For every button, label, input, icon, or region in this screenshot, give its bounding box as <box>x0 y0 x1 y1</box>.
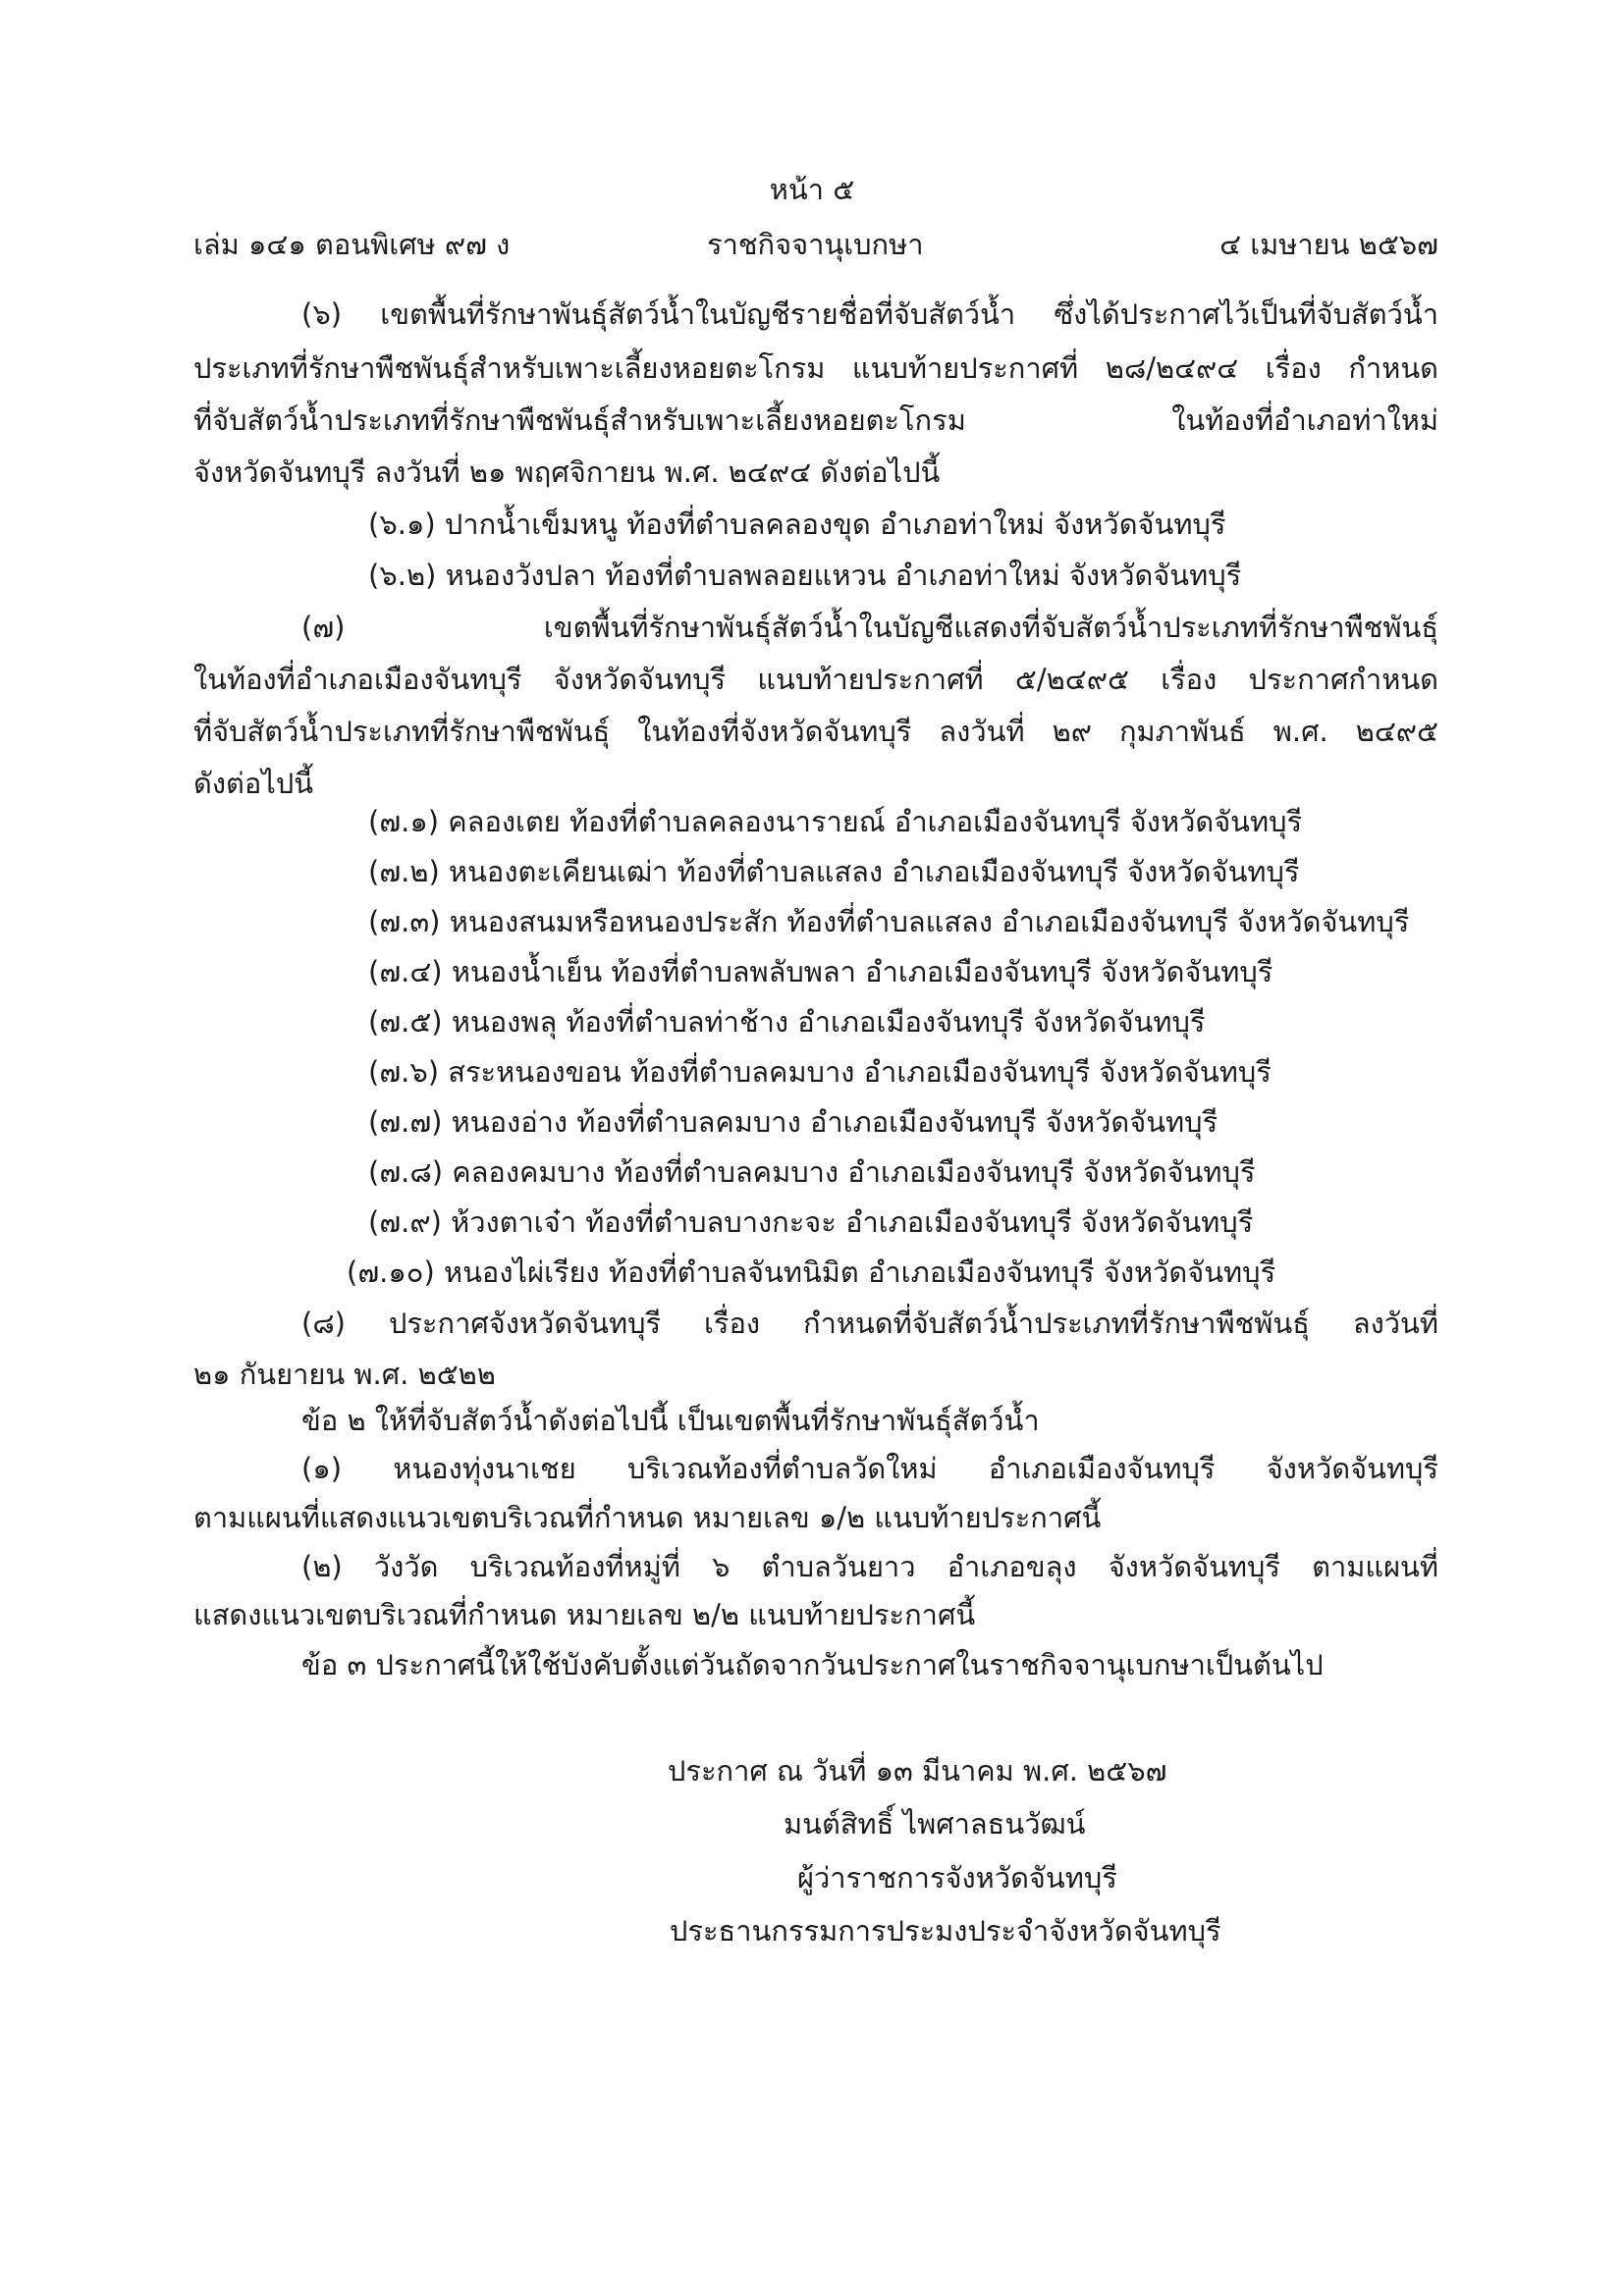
list-item: (๖.๒) หนองวังปลา ท้องที่ตำบลพลอยแหวน อำเภอท่าใหม่ จังหวัดจันทบุรี <box>368 559 1242 592</box>
paragraph-7-line: ที่จับสัตว์น้ำประเภทที่รักษาพืชพันธุ์ ในท้องที่จังหวัดจันทบุรี ลงวันที่ ๒๙ กุมภาพันธ์ พ.ศ. ๒๔๙๕ <box>193 715 1438 748</box>
list-item: (๗.๖) สระหนองขอน ท้องที่ตำบลคมบาง อำเภอเมืองจันทบุรี จังหวัดจันทบุรี <box>368 1055 1272 1089</box>
clause-2-item-2-line: (๒) วังวัด บริเวณท้องที่หมู่ที่ ๖ ตำบลวันยาว อำเภอขลุง จังหวัดจันทบุรี ตามแผนที่ <box>301 1550 1438 1583</box>
list-item: (๗.๗) หนองอ่าง ท้องที่ตำบลคมบาง อำเภอเมืองจันทบุรี จังหวัดจันทบุรี <box>368 1105 1218 1139</box>
paragraph-8-line: (๘) ประกาศจังหวัดจันทบุรี เรื่อง กำหนดที่จับสัตว์น้ำประเภทที่รักษาพืชพันธุ์ ลงวันที่ <box>301 1307 1438 1340</box>
clause-2-item-2-line: แสดงแนวเขตบริเวณที่กำหนด หมายเลข ๒/๒ แนบท้ายประกาศนี้ <box>193 1598 976 1631</box>
signer-name: มนต์สิทธิ์ ไพศาลธนวัฒน์ <box>784 1807 1086 1841</box>
paragraph-6-line: จังหวัดจันทบุรี ลงวันที่ ๒๑ พฤศจิกายน พ.ศ. ๒๔๙๔ ดังต่อไปนี้ <box>193 455 941 489</box>
paragraph-7-line: ดังต่อไปนี้ <box>193 767 314 800</box>
list-item: (๗.๔) หนองน้ำเย็น ท้องที่ตำบลพลับพลา อำเภอเมืองจันทบุรี จังหวัดจันทบุรี <box>368 955 1273 988</box>
clause-2-item-1-line: ตามแผนที่แสดงแนวเขตบริเวณที่กำหนด หมายเลข ๑/๒ แนบท้ายประกาศนี้ <box>193 1501 1102 1534</box>
list-item: (๗.๘) คลองคมบาง ท้องที่ตำบลคมบาง อำเภอเมืองจันทบุรี จังหวัดจันทบุรี <box>368 1155 1256 1189</box>
list-item: (๖.๑) ปากน้ำเข็มหนู ท้องที่ตำบลคลองขุด อำเภอท่าใหม่ จังหวัดจันทบุรี <box>368 507 1226 541</box>
announcement-date: ประกาศ ณ วันที่ ๑๓ มีนาคม พ.ศ. ๒๕๖๗ <box>668 1754 1167 1788</box>
paragraph-7-line: ในท้องที่อำเภอเมืองจันทบุรี จังหวัดจันทบุรี แนบท้ายประกาศที่ ๕/๒๔๙๕ เรื่อง ประกาศกำหนด <box>193 663 1438 696</box>
clause-2-item-1-line: (๑) หนองทุ่งนาเชย บริเวณท้องที่ตำบลวัดใหม่ อำเภอเมืองจันทบุรี จังหวัดจันทบุรี <box>301 1452 1438 1485</box>
list-item: (๗.๕) หนองพลุ ท้องที่ตำบลท่าช้าง อำเภอเมืองจันทบุรี จังหวัดจันทบุรี <box>368 1005 1206 1039</box>
paragraph-7-line: (๗) เขตพื้นที่รักษาพันธุ์สัตว์น้ำในบัญชีแสดงที่จับสัตว์น้ำประเภทที่รักษาพืชพันธุ์ <box>301 611 1438 644</box>
paragraph-6-line: ประเภทที่รักษาพืชพันธุ์สำหรับเพาะเลี้ยงหอยตะโกรม แนบท้ายประกาศที่ ๒๘/๒๔๙๔ เรื่อง กำหนด <box>193 351 1438 385</box>
list-item: (๗.๑๐) หนองไผ่เรียง ท้องที่ตำบลจันทนิมิต อำเภอเมืองจันทบุรี จังหวัดจันทบุรี <box>347 1255 1276 1289</box>
signer-position: ผู้ว่าราชการจังหวัดจันทบุรี <box>797 1861 1117 1895</box>
list-item: (๗.๑) คลองเตย ท้องที่ตำบลคลองนารายณ์ อำเภอเมืองจันทบุรี จังหวัดจันทบุรี <box>368 805 1303 838</box>
publication-date: ๔ เมษายน ๒๕๖๗ <box>1219 228 1438 261</box>
paragraph-6-line: (๖) เขตพื้นที่รักษาพันธุ์สัตว์น้ำในบัญชีรายชื่อที่จับสัตว์น้ำ ซึ่งได้ประกาศไว้เป็นที่จับสัตว์น้ำ <box>301 297 1438 331</box>
volume-info: เล่ม ๑๔๑ ตอนพิเศษ ๙๗ ง <box>193 228 511 261</box>
publication-name: ราชกิจจานุเบกษา <box>707 228 924 261</box>
paragraph-6-line: ที่จับสัตว์น้ำประเภทที่รักษาพืชพันธุ์สำหรับเพาะเลี้ยงหอยตะโกรม ในท้องที่อำเภอท่าใหม่ <box>193 403 1438 437</box>
list-item: (๗.๓) หนองสนมหรือหนองประสัก ท้องที่ตำบลแสลง อำเภอเมืองจันทบุรี จังหวัดจันทบุรี <box>368 905 1410 938</box>
clause-3: ข้อ ๓ ประกาศนี้ให้ใช้บังคับตั้งแต่วันถัดจากวันประกาศในราชกิจจานุเบกษาเป็นต้นไป <box>301 1648 1324 1682</box>
page-number: หน้า ๕ <box>769 173 855 206</box>
clause-2: ข้อ ๒ ให้ที่จับสัตว์น้ำดังต่อไปนี้ เป็นเขตพื้นที่รักษาพันธุ์สัตว์น้ำ <box>301 1404 1040 1437</box>
list-item: (๗.๙) ห้วงตาเจ๋า ท้องที่ตำบลบางกะจะ อำเภอเมืองจันทบุรี จังหวัดจันทบุรี <box>368 1205 1254 1239</box>
signer-position: ประธานกรรมการประมงประจำจังหวัดจันทบุรี <box>670 1914 1221 1948</box>
paragraph-8-line: ๒๑ กันยายน พ.ศ. ๒๕๒๒ <box>193 1358 496 1391</box>
list-item: (๗.๒) หนองตะเคียนเฒ่า ท้องที่ตำบลแสลง อำเภอเมืองจันทบุรี จังหวัดจันทบุรี <box>368 855 1300 888</box>
